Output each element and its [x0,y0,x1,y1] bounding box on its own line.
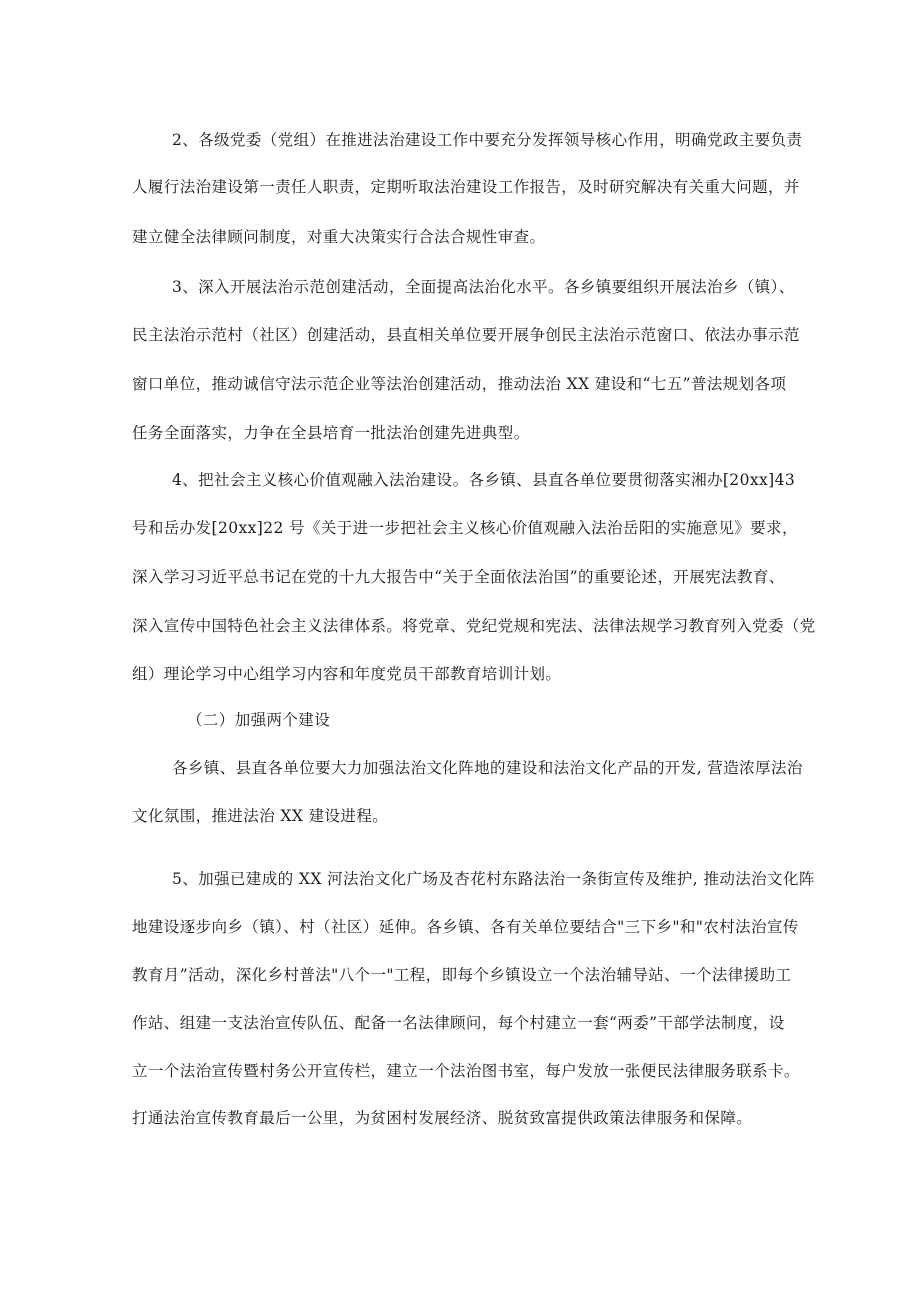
paragraph-line: 立一个法治宣传暨村务公开宣传栏，建立一个法治图书室，每户发放一张便民法律服务联系卡。 [132,1062,800,1080]
paragraph-line: 2、各级党委（党组）在推进法治建设工作中要充分发挥领导核心作用，明确党政主要负责 [172,131,803,149]
paragraph-line: 民主法治示范村（社区）创建活动，县直相关单位要开展争创民主法治示范窗口、依法办事示范 [132,326,800,344]
paragraph-line: 窗口单位，推动诚信守法示范企业等法治创建活动，推动法治 XX 建设和“七五”普法规划各项 [132,375,787,393]
paragraph-line: 4、把社会主义核心价值观融入法治建设。各乡镇、县直各单位要贯彻落实湘办[20xx]43 [172,471,796,489]
paragraph-line: 深入宣传中国特色社会主义法律体系。将党章、党纪党规和宪法、法律法规学习教育列入党委（党 [132,617,816,635]
paragraph-line: 5、加强已建成的 XX 河法治文化广场及杏花村东路法治一条街宣传及维护, 推动法治文化阵 [172,870,815,888]
paragraph-line: 打通法治宣传教育最后一公里，为贫困村发展经济、脱贫致富提供政策法律服务和保障。 [132,1109,753,1127]
paragraph-line: 作站、组建一支法治宣传队伍、配备一名法律顾问，每个村建立一套“两委”干部学法制度，设 [132,1014,785,1032]
paragraph-line: 人履行法治建设第一责任人职责，定期听取法治建设工作报告，及时研究解决有关重大问题，并 [132,178,800,196]
paragraph-line: 深入学习习近平总书记在党的十九大报告中“关于全面依法治国”的重要论述，开展宪法教育、 [132,568,785,586]
paragraph-line: 组）理论学习中心组学习内容和年度党员干部教育培训计划。 [132,665,562,683]
paragraph-line: 建立健全法律顾问制度，对重大决策实行合法合规性审查。 [132,228,546,246]
paragraph-line: 教育月”活动，深化乡村普法"八个一"工程，即每个乡镇设立一个法治辅导站、一个法律援助工 [132,966,792,984]
paragraph-line: 地建设逐步向乡（镇）、村（社区）延伸。各乡镇、各有关单位要结合"三下乡"和"农村法治宣传 [132,918,799,936]
section-title: （二）加强两个建设 [187,711,331,729]
paragraph-line: 文化氛围，推进法治 XX 建设进程。 [132,807,389,825]
paragraph-line: 3、深入开展法治示范创建活动，全面提高法治化水平。各乡镇要组织开展法治乡（镇）、 [172,278,795,296]
paragraph-line: 任务全面落实，力争在全县培育一批法治创建先进典型。 [132,424,530,442]
paragraph-line: 号和岳办发[20xx]22 号《关于进一步把社会主义核心价值观融入法治岳阳的实施意见》要求， [132,519,798,537]
paragraph-line: 各乡镇、县直各单位要大力加强法治文化阵地的建设和法治文化产品的开发, 营造浓厚法治 [172,759,803,777]
